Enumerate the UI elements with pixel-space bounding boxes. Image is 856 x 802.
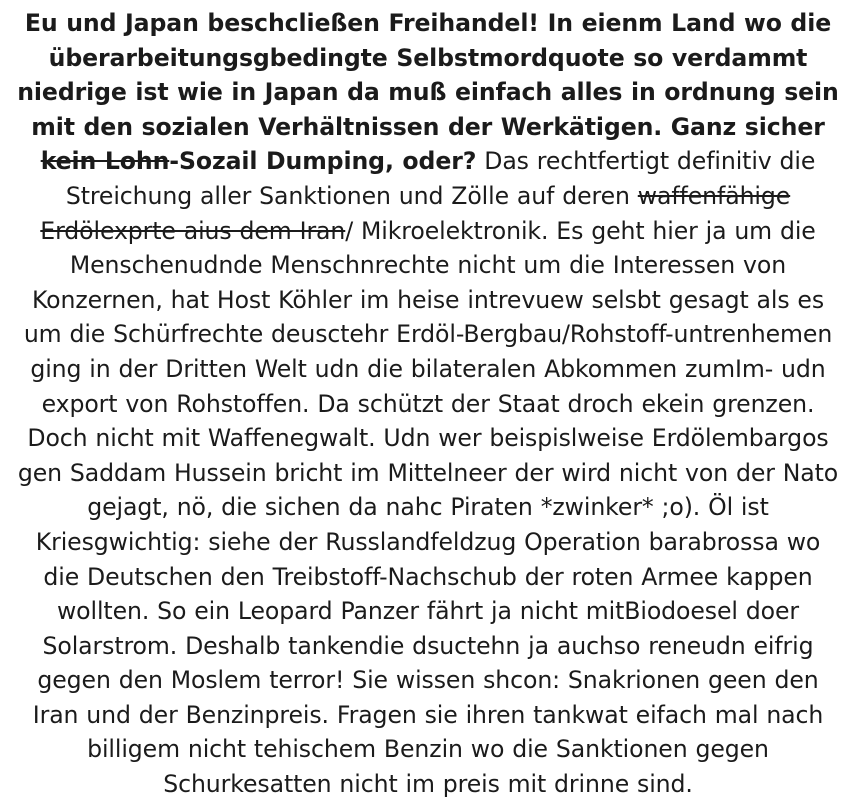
text-segment-regular-rest: / Mikroelektronik. Es geht hier ja um die Menschenudnde Menschnrechte nicht um die Interessen von Konzernen, hat Host Köhler im heise intrevuew selsbt gesagt als es um die Schürfrechte deusctehr Erdöl-Bergbau/Rohstoff-untrenhemen ging in der Dritten Welt udn die bilateralen Abkommen zumIm- udn export von Rohstoffen. Da schützt der Staat droch ekein grenzen. Doch nicht mit Waffenegwalt. Udn wer beispislweise Erdölembargos gen Saddam Hussein bricht im Mittelneer der wird nicht von der Nato gejagt, nö, die sichen da nahc Piraten *zwinker* ;o). Öl ist Kriesgwichtig: siehe der Russlandfeldzug Operation barabrossa wo die Deutschen den Treibstoff-Nachschub der roten Armee kappen wollten. So ein Leopard Panzer fährt ja nicht mitBiodoesel doer Solarstrom. Deshalb tankendie dsuctehn ja auchso reneudn eifrig gegen den Moslem terror! Sie wissen shcon: Snakrionen geen den Iran und der Benzinpreis. Fragen sie ihren tankwat eifach mal nach billigem nicht tehischem Benzin wo die Sanktionen gegen Schurkesatten nicht im preis mit drinne sind. xyxy=(17,216,839,799)
text-segment-bold-intro: Eu und Japan beschcließen xyxy=(24,9,389,37)
text-segment-regular-first: Das rechtfertigt definitiv die Streichung aller Sanktionen und Zölle auf deren xyxy=(65,147,816,210)
text-segment-strikethrough: waffenfähige Erdölexprte aius dem Iran xyxy=(40,181,791,245)
text-segment-bold-strikethrough: kein Lohn xyxy=(40,147,170,176)
text-segment-bold-main: Freihandel! In eienm Land wo die überarbeitungsgbedingte Selbstmordquote so verdammt niedrige ist wie in Japan da muß einfach alles in ordnung sein mit den sozialen Verhältnissen der Werkätigen. Ganz sicher xyxy=(17,9,839,141)
text-segment-bold-tail: -Sozail Dumping, oder? xyxy=(169,147,477,176)
rant-paragraph xyxy=(14,6,842,802)
